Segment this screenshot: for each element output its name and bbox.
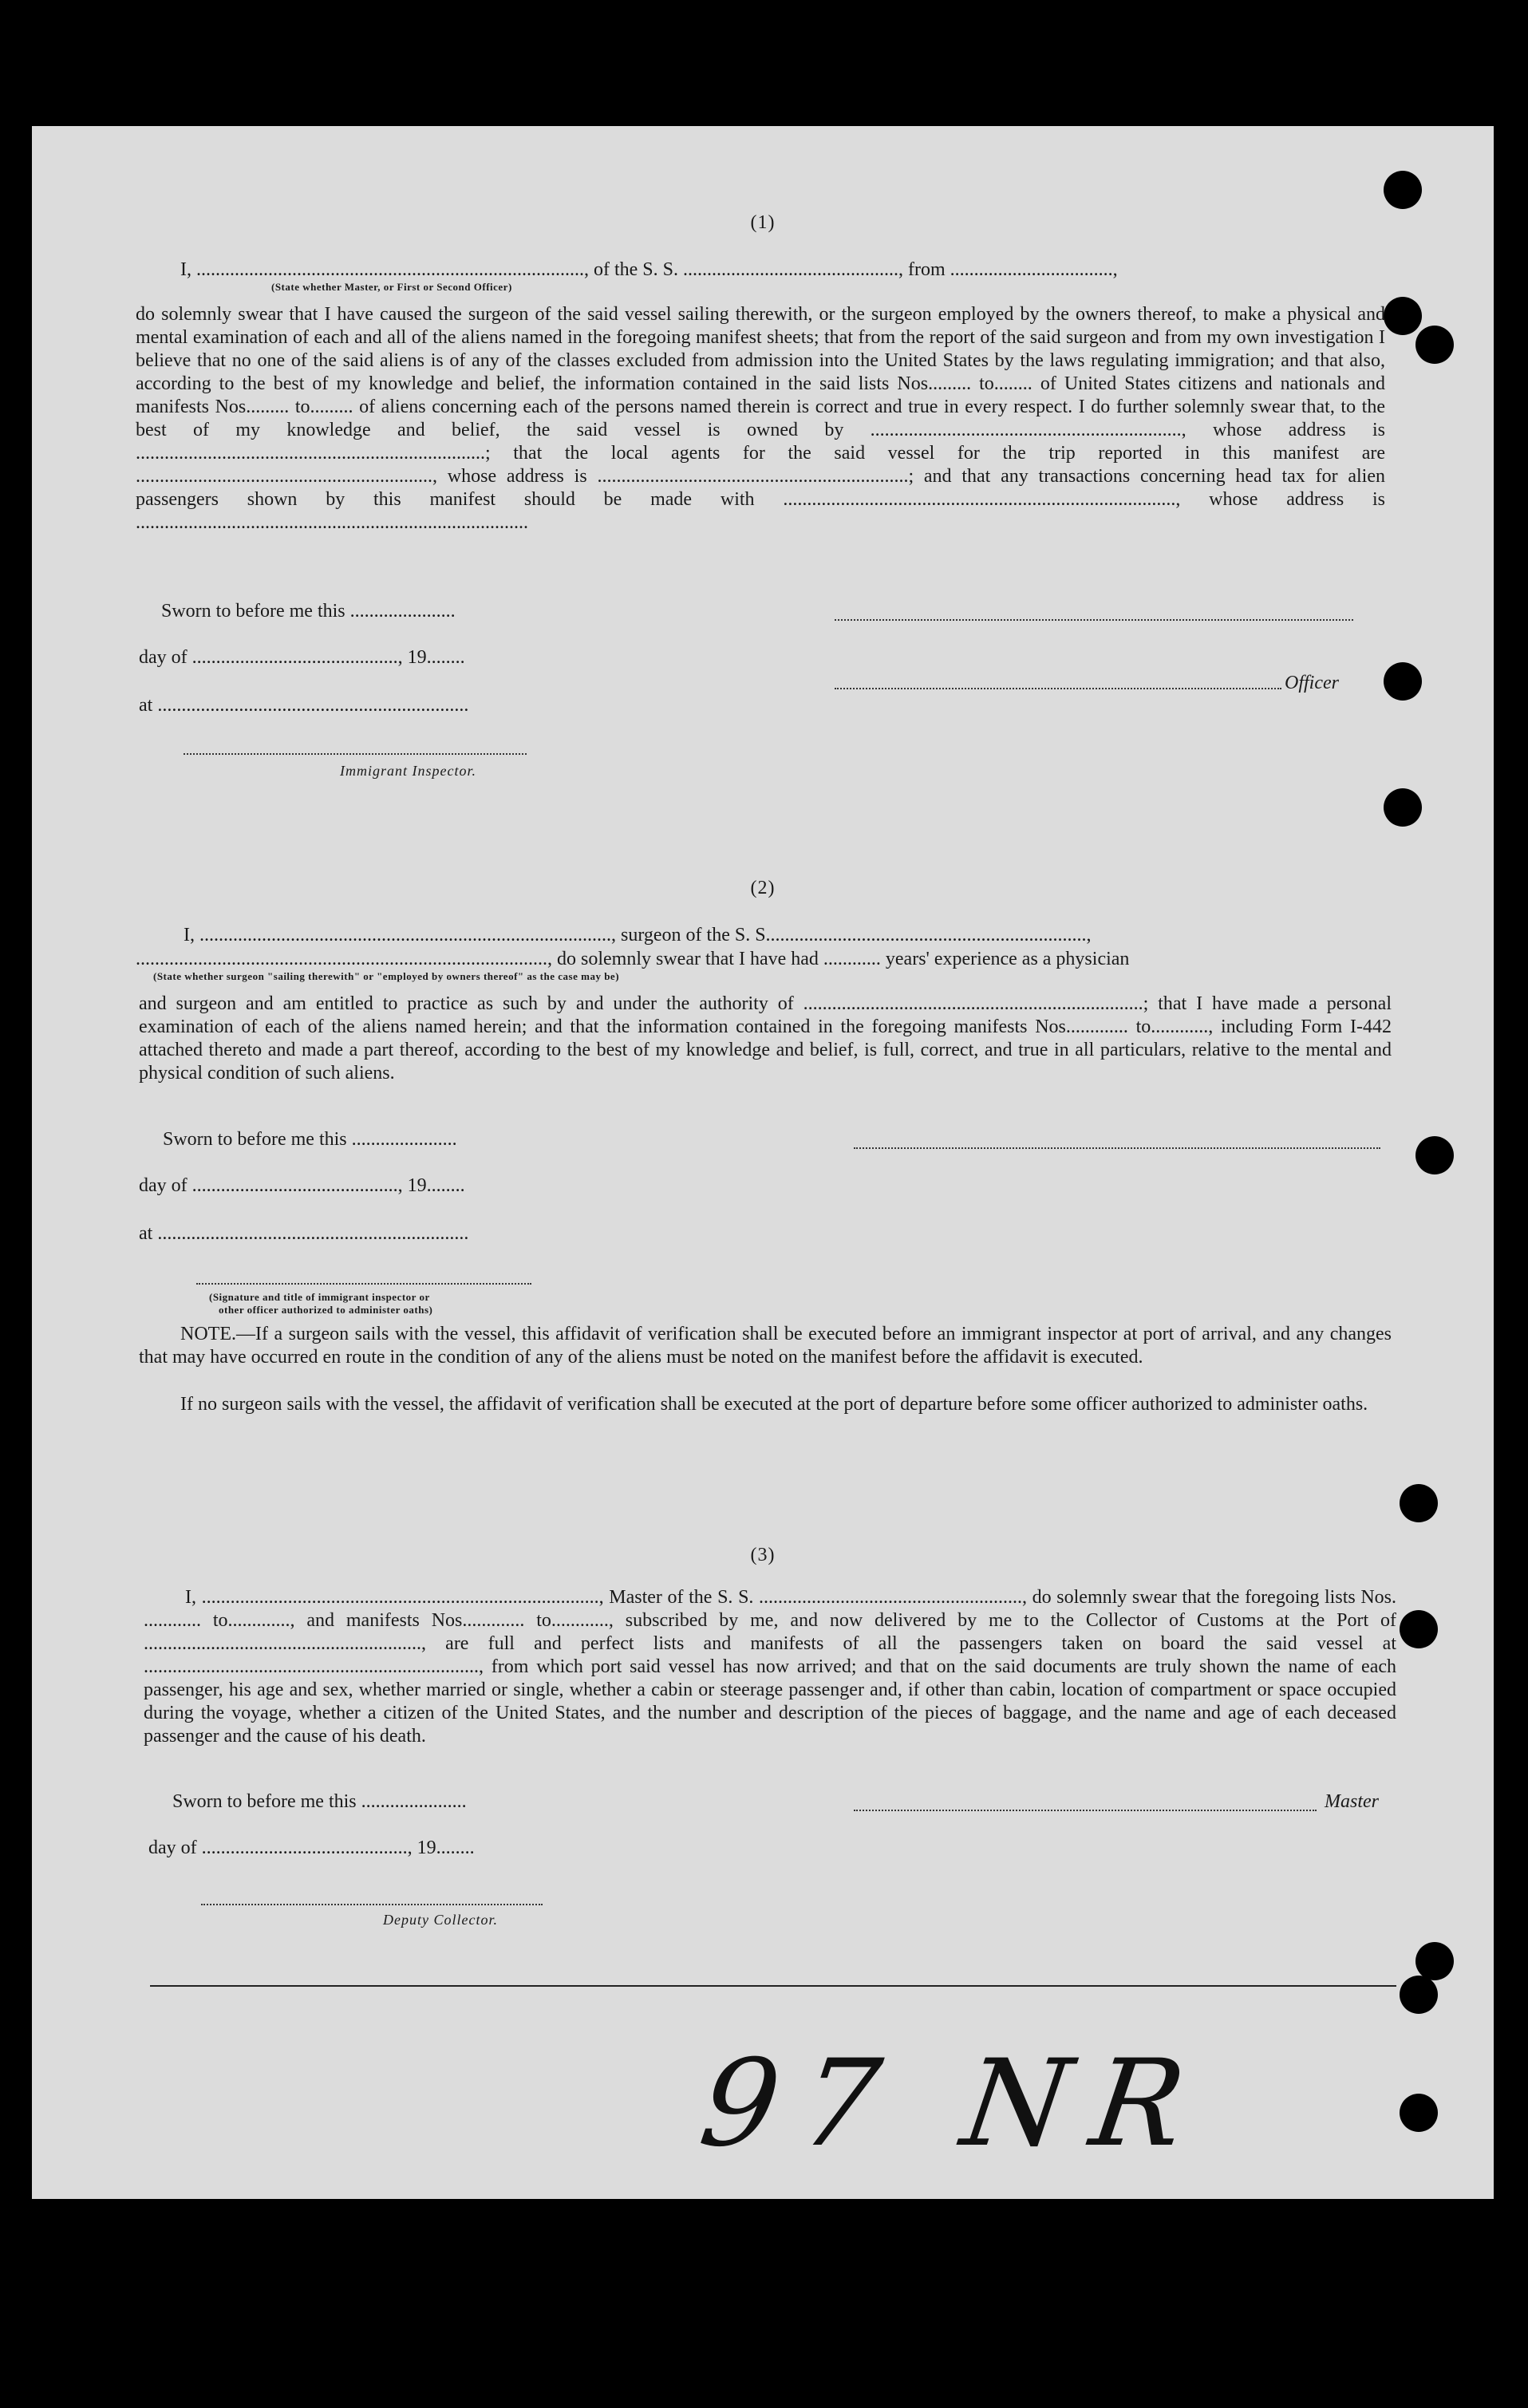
section-2-note-2: If no surgeon sails with the vessel, the affidavit of verification shall be executed at the port of departure before some officer authorized to administer oaths. bbox=[180, 1394, 1368, 1415]
officer-signature-line bbox=[835, 688, 1281, 689]
section-1-body: do solemnly swear that I have caused the surgeon of the said vessel sailing therewith, or the surgeon employed by the owners thereof, to make a physical and mental examination of each and all of the aliens named in the foregoing manifest sheets; that from the report of the said surgeon and from my own investigation I believe that no one of the said aliens is of any of the classes excluded from admission into the United States by the laws regulating immigration; and that also, according to the best of my knowledge and belief, the information contained in the said lists Nos......... to........ of United States citizens and nationals and manifests Nos......... to......... of aliens concerning each of the persons named therein is correct and true in every respect. I do further solemnly swear that, to the best of my knowledge and belief, the said vessel is owned by ................................................................., whose address is .........................................................................; that the local agents for the said vessel for the trip reported in this manifest are .............................................................., whose address is .................................................................; and that any transactions concerning head tax for alien passengers shown by this manifest should be made with .................................................................................., whose address is .................................................................................. bbox=[136, 304, 1385, 533]
punch-hole bbox=[1400, 1484, 1438, 1522]
section-3-body: I, ..................................................................................., Master of the S. S. ......................................................., do solemnly swear that the foregoing lists Nos. ............ to............., and manifests Nos............. to............, subscribed by me, and now delivered by me to the Collector of Customs at the Port of .........................................................., are full and perfect lists and manifests of all the passengers taken on board the said vessel at ......................................................................, from which port said vessel has now arrived; and that on the said documents are truly shown the name of each passenger, his age and sex, whether married or single, whether a cabin or steerage passenger and, if other than cabin, location of compartment or space occupied during the voyage, whether a citizen of the United States, and the number and description of the pieces of baggage, and the name and age of each deceased passenger and the cause of his death. bbox=[144, 1587, 1396, 1747]
punch-hole bbox=[1400, 1610, 1438, 1648]
section-3-sworn: Sworn to before me this ...................... bbox=[172, 1791, 467, 1812]
section-2-at: at ................................................................. bbox=[139, 1223, 469, 1244]
section-2-line-1: I, ......................................................................................, surgeon of the S. S..................................................................., bbox=[184, 925, 1092, 945]
section-2-sig-note-1: (Signature and title of immigrant inspector or bbox=[209, 1291, 430, 1303]
punch-hole bbox=[1415, 1942, 1454, 1980]
punch-hole bbox=[1384, 171, 1422, 209]
section-2-line-2: ......................................................................................, do solemnly swear that I have had ............ years' experience as a physician bbox=[136, 949, 1130, 969]
section-2-body: and surgeon and am entitled to practice as such by and under the authority of .......................................................................; that I have made a personal examination of each of the aliens named herein; and that the information contained in the foregoing manifests Nos............. to............, including Form I-442 attached thereto and made a part thereof, according to the best of my knowledge and belief, is full, correct, and true in all particulars, relative to the mental and physical condition of such aliens. bbox=[139, 993, 1392, 1084]
signature-line bbox=[835, 619, 1353, 621]
officer-label: Officer bbox=[1285, 673, 1339, 693]
punch-hole bbox=[1400, 2094, 1438, 2132]
master-label: Master bbox=[1325, 1791, 1379, 1812]
punch-hole bbox=[1415, 1136, 1454, 1174]
section-3-day: day of ..........................................., 19........ bbox=[148, 1838, 475, 1858]
punch-hole bbox=[1415, 326, 1454, 364]
section-2-number: (2) bbox=[750, 878, 776, 898]
section-1-number: (1) bbox=[750, 212, 776, 233]
section-1-day: day of ..........................................., 19........ bbox=[139, 647, 465, 668]
section-2-day: day of ..........................................., 19........ bbox=[139, 1175, 465, 1196]
section-2-note-1: NOTE.—If a surgeon sails with the vessel, this affidavit of verification shall be executed before an immigrant inspector at port of arrival, and any changes that may have occurred en route in the condition of any of the aliens must be noted on the manifest before the affidavit is executed. bbox=[139, 1324, 1392, 1368]
punch-hole bbox=[1384, 297, 1422, 335]
inspector-signature-line bbox=[184, 753, 527, 755]
master-signature-line bbox=[854, 1810, 1317, 1811]
section-3-number: (3) bbox=[750, 1545, 776, 1565]
deputy-label: Deputy Collector. bbox=[383, 1912, 498, 1928]
officer-signature-line bbox=[196, 1283, 531, 1285]
inspector-label: Immigrant Inspector. bbox=[340, 763, 476, 779]
deputy-signature-line bbox=[201, 1904, 543, 1905]
punch-hole bbox=[1400, 1976, 1438, 2014]
section-1-note: (State whether Master, or First or Second Officer) bbox=[271, 281, 512, 293]
form-page bbox=[32, 126, 1494, 2199]
section-1-sworn: Sworn to before me this ...................... bbox=[161, 601, 456, 622]
section-2-note: (State whether surgeon "sailing therewith" or "employed by owners thereof" as the case may be) bbox=[153, 970, 620, 982]
section-2-sig-note-2: other officer authorized to administer oaths) bbox=[219, 1304, 433, 1316]
bottom-rule bbox=[150, 1985, 1396, 1987]
section-2-sworn: Sworn to before me this ...................... bbox=[163, 1129, 457, 1150]
punch-hole bbox=[1384, 662, 1422, 701]
section-1-at: at ................................................................. bbox=[139, 695, 469, 716]
section-1-line: I, ................................................................................., of the S. S. ............................................., from .................................., bbox=[180, 259, 1118, 280]
punch-hole bbox=[1384, 788, 1422, 827]
handwritten-annotation: 97 NR bbox=[692, 2035, 1217, 2173]
signature-line bbox=[854, 1147, 1380, 1149]
